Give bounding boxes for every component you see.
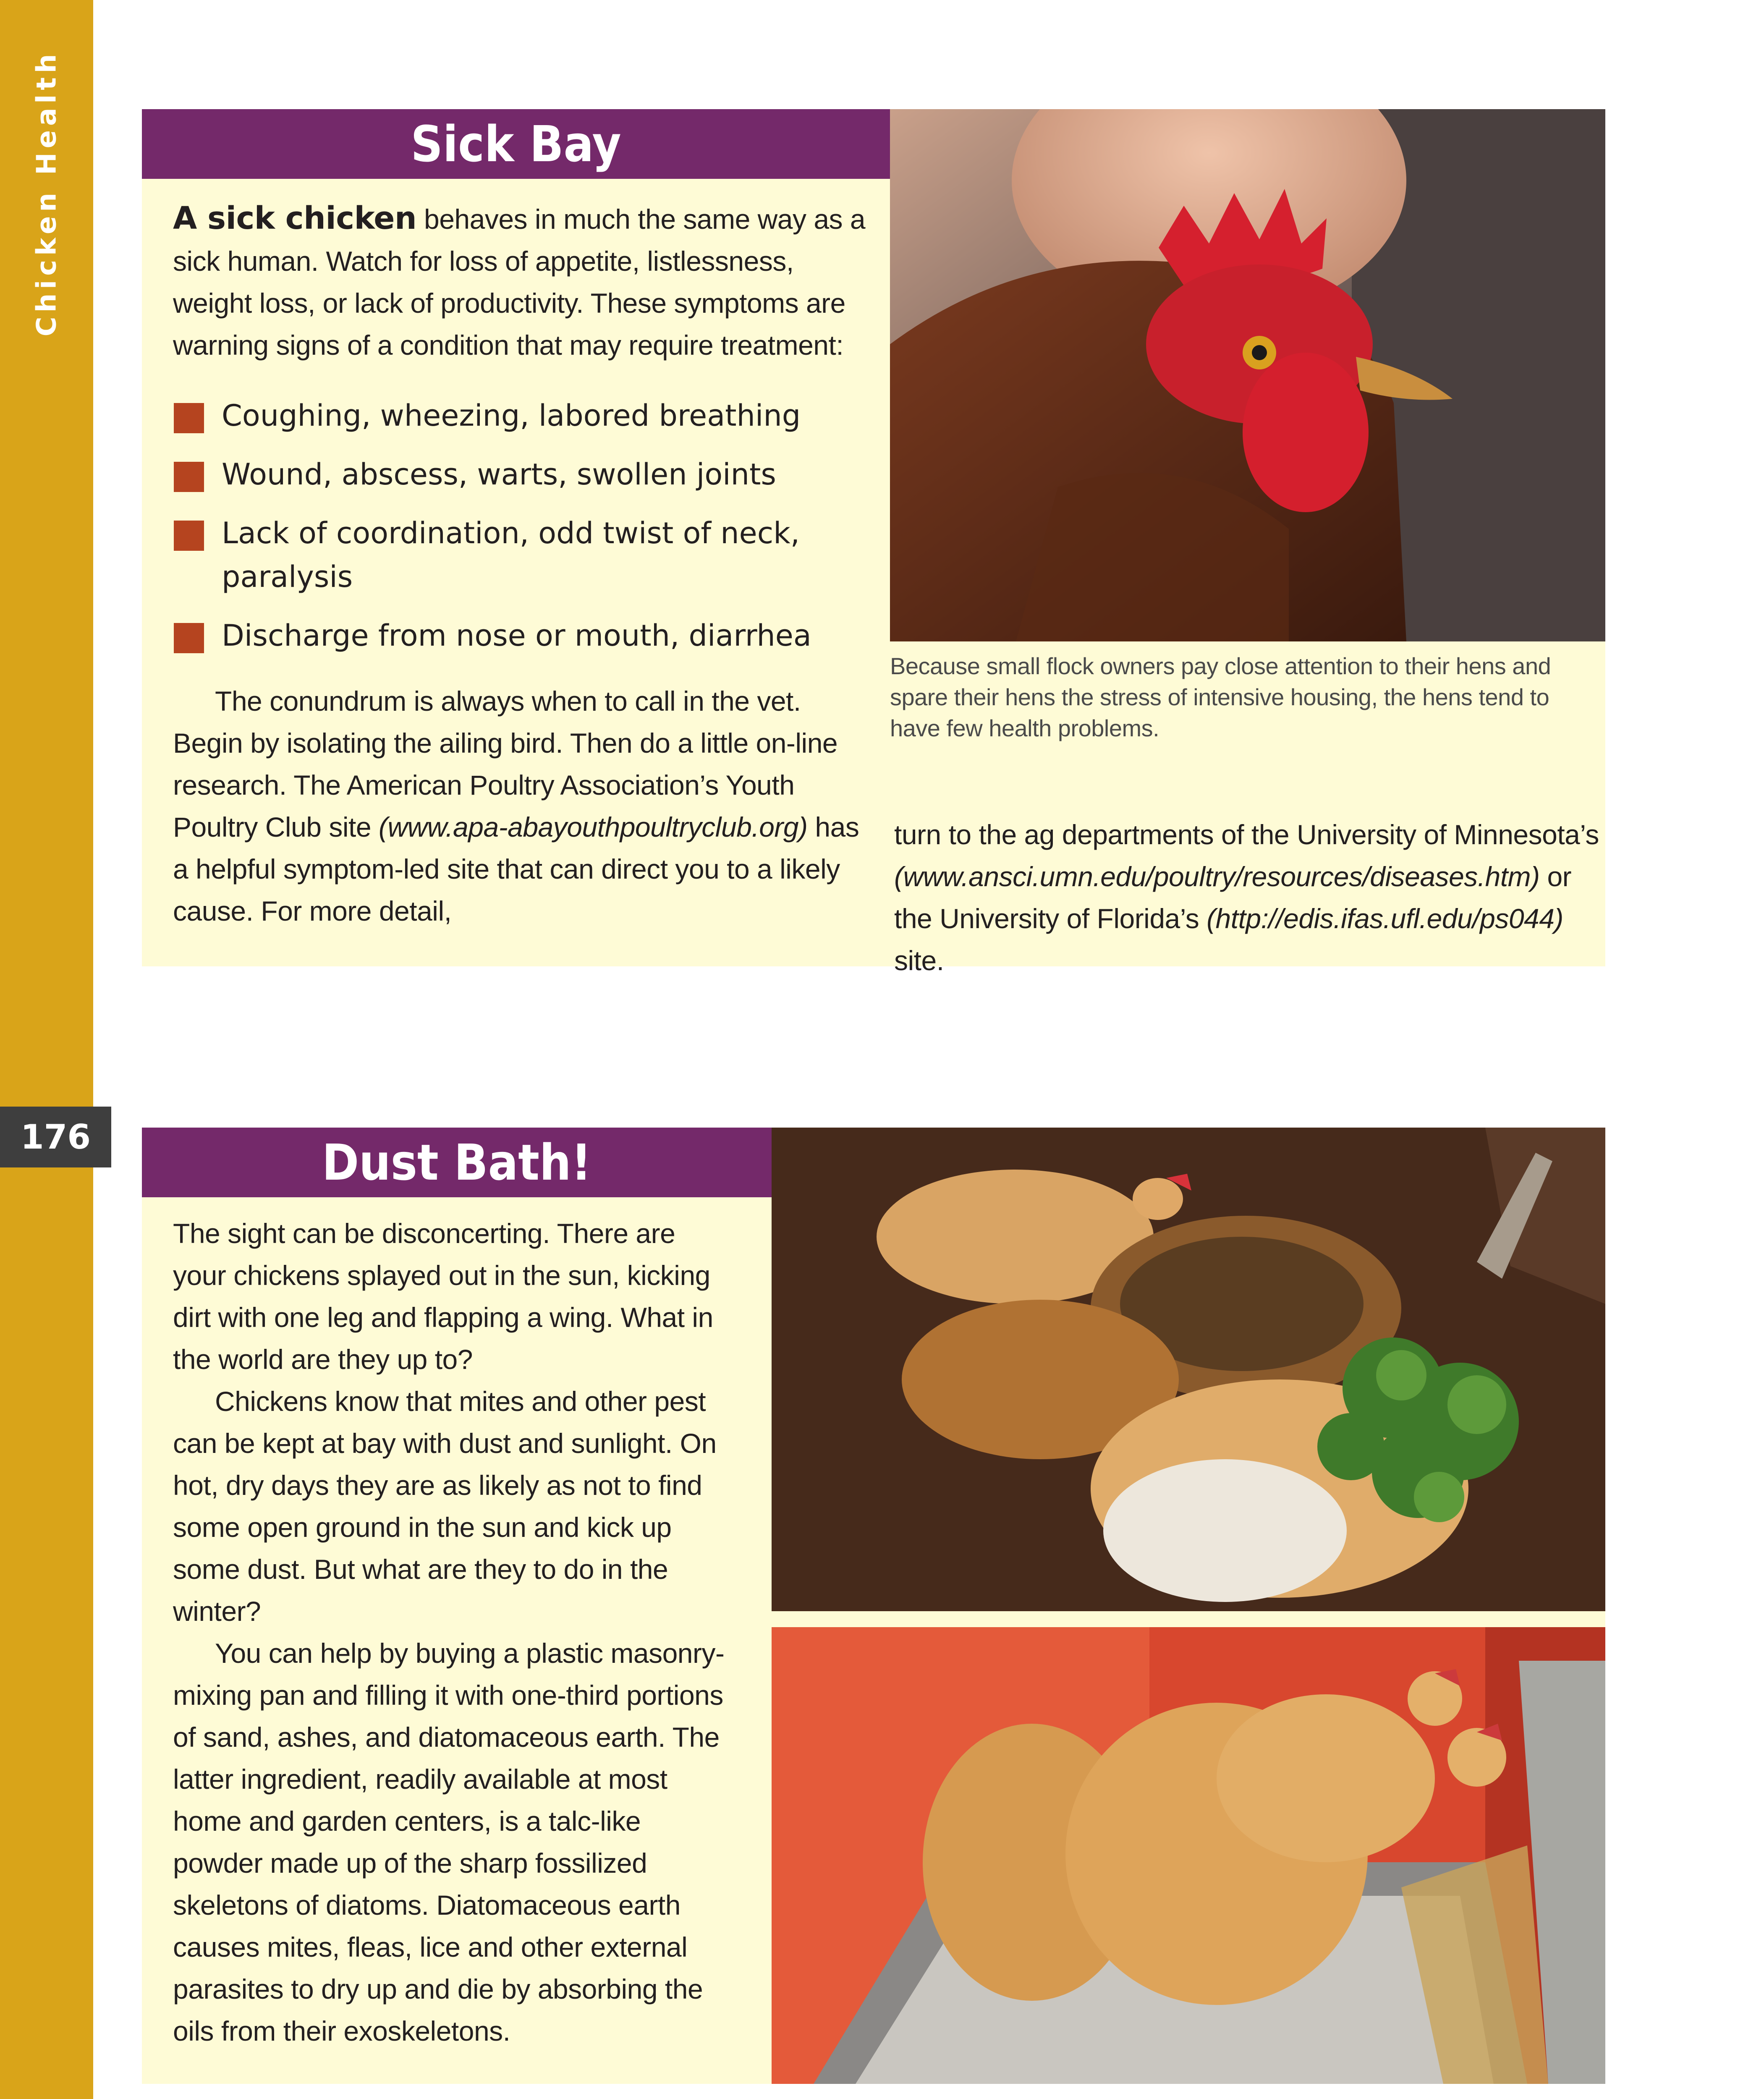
sick-bay-paragraph-2: The conundrum is always when to call in the vet. Begin by isolating the ailing bird. Then do a little on-line research. The American Poultry Association’s Youth Poultry Club site (www.apa-abayouthpoultryclub.org) has a helpful symptom-led site that can direct you to a likely cause. For more detail, bbox=[173, 686, 859, 926]
list-item: Discharge from nose or mouth, diarrhea bbox=[173, 614, 887, 657]
sick-bay-intro bbox=[173, 197, 866, 366]
bullet-square-icon bbox=[174, 462, 204, 492]
rooster-photo bbox=[890, 109, 1605, 641]
dust-bath-title: Dust Bath! bbox=[142, 1128, 772, 1197]
section-label bbox=[0, 0, 93, 386]
apa-url: (www.apa-abayouthpoultryclub.org) bbox=[378, 811, 808, 843]
section-label-text: Chicken Health bbox=[31, 50, 62, 337]
dust-bath-text bbox=[173, 1212, 731, 2052]
ufl-url: (http://edis.ifas.ufl.edu/ps044) bbox=[1207, 903, 1563, 934]
page-number: 176 bbox=[0, 1107, 111, 1167]
list-item: Wound, abscess, warts, swollen joints bbox=[173, 453, 887, 496]
list-item: Lack of coordination, odd twist of neck, paralysis bbox=[173, 511, 887, 599]
bullet-square-icon bbox=[174, 403, 204, 433]
sick-bay-lead: A sick chicken bbox=[173, 200, 417, 236]
sick-bay-paragraph-3: turn to the ag departments of the University of Minnesota’s (www.ansci.umn.edu/poultry/resources/diseases.htm) or the University of Florida’s (http://edis.ifas.ufl.edu/ps044) site. bbox=[894, 819, 1599, 976]
bullet-square-icon bbox=[174, 521, 204, 551]
symptom-list bbox=[173, 394, 887, 673]
rooster-caption: Because small flock owners pay close attention to their hens and spare their hens the stress of intensive housing, the hens tend to have few health problems. bbox=[890, 653, 1551, 741]
dust-bath-paragraph-1: The sight can be disconcerting. There are your chickens splayed out in the sun, kicking dirt with one leg and flapping a wing. What in the world are they up to? bbox=[173, 1218, 713, 1375]
hens-dust-bath-photo bbox=[772, 1128, 1605, 1611]
bullet-square-icon bbox=[174, 623, 204, 653]
umn-url: (www.ansci.umn.edu/poultry/resources/diseases.htm) bbox=[894, 861, 1540, 892]
sick-bay-title: Sick Bay bbox=[142, 109, 890, 179]
dust-bath-paragraph-3: You can help by buying a plastic masonry-mixing pan and filling it with one-third portions of sand, ashes, and diatomaceous earth. The latter ingredient, readily available at most home and garden centers, is a talc-like powder made up of the sharp fossilized skeletons of diatoms. Diatomaceous earth causes mites, fleas, lice and other external parasites to dry up and die by absorbing the oils from their exoskeletons. bbox=[173, 1638, 725, 2047]
list-item: Coughing, wheezing, labored breathing bbox=[173, 394, 887, 437]
sick-bay-intro-text: behaves in much the same way as a sick human. Watch for loss of appetite, listlessness, weight loss, or lack of productivity. These symptoms are warning signs of a condition that may require treatment: bbox=[173, 204, 866, 361]
hens-mixing-pan-photo bbox=[772, 1627, 1605, 2084]
dust-bath-paragraph-2: Chickens know that mites and other pest can be kept at bay with dust and sunlight. On hot, dry days they are as likely as not to find some open ground in the sun and kick up some dust. But what are they to do in the winter? bbox=[173, 1386, 717, 1627]
